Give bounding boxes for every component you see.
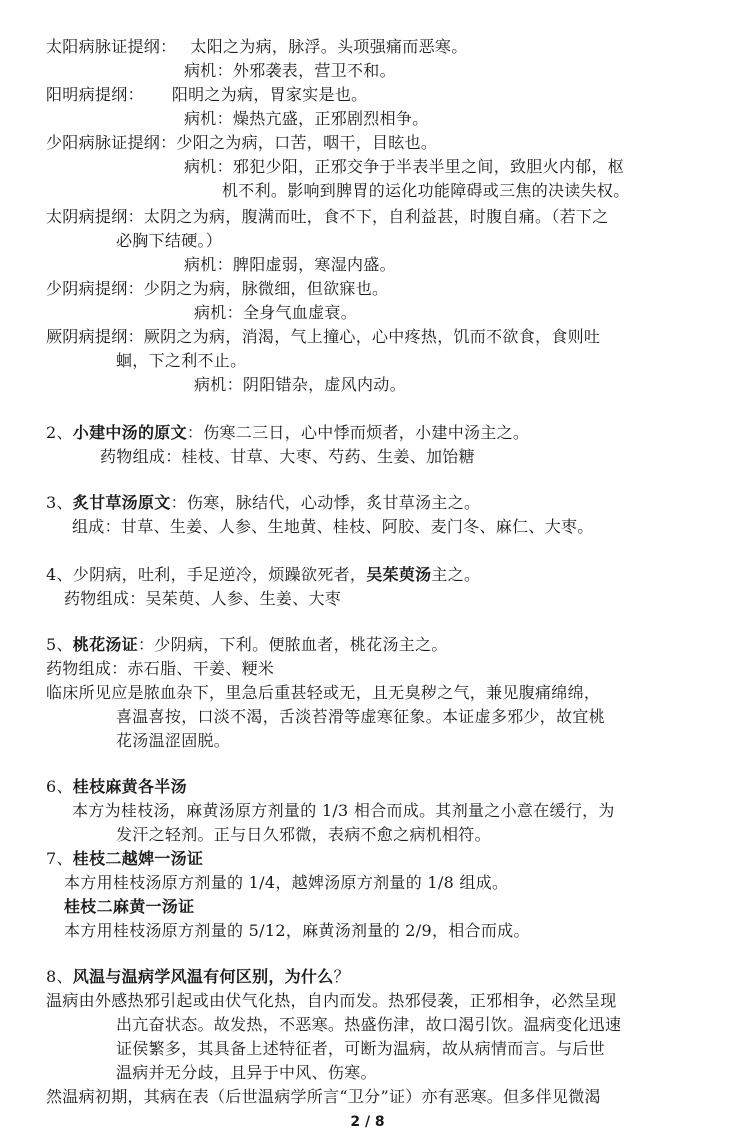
section-5-clinical-2: 喜温喜按，口淡不渴，舌淡苔滑等虚寒征象。本证虚多邪少，故宜桃 xyxy=(116,707,606,726)
shaoyin-outline: 少阴病提纲：少阴之为病，脉微细，但欲寐也。 xyxy=(46,279,389,298)
section-8-text-4: 温病并无分歧，且异于中风、伤寒。 xyxy=(116,1063,377,1082)
section-8-question-mark: ？ xyxy=(333,967,350,986)
section-4-bold-formula: 吴茱萸汤 xyxy=(366,565,432,584)
section-2-title: 小建中汤的原文 xyxy=(72,423,187,442)
jueyin-outline-2: 蛔，下之利不止。 xyxy=(116,351,247,370)
section-8-text-2: 出亢奋状态。故发热，不恶寒。热盛伤津，故口渴引饮。温病变化迅速 xyxy=(116,1015,622,1034)
shaoyang-label: 少阳病脉证提纲： xyxy=(46,133,177,152)
taiyang-text: 太阳之为病，脉浮。头项强痛而恶寒。 xyxy=(190,37,468,56)
section-3-composition: 组成：甘草、生姜、人参、生地黄、桂枝、阿胶、麦门冬、麻仁、大枣。 xyxy=(72,517,594,536)
section-5-text: ：少阴病，下利。便脓血者，桃花汤主之。 xyxy=(137,635,448,654)
taiyin-outline-2: 必胸下结硬。） xyxy=(116,231,223,250)
shaoyang-text: 少阳之为病，口苦，咽干，目眩也。 xyxy=(176,133,438,152)
section-6-text-2: 发汗之轻剂。正与日久邪微，表病不愈之病机相符。 xyxy=(116,825,491,844)
section-6-title: 桂枝麻黄各半汤 xyxy=(72,777,187,796)
section-3-text: ：伤寒，脉结代，心动悸，炙甘草汤主之。 xyxy=(170,493,481,512)
taiyin-mechanism: 病机：脾阳虚弱，寒湿内盛。 xyxy=(184,255,396,274)
taiyin-outline-1: 太阴病提纲：太阴之为病，腹满而吐，食不下，自利益甚，时腹自痛。（若下之 xyxy=(46,207,609,226)
section-3-number: 3、 xyxy=(46,493,73,512)
section-4-text: 4、少阴病，吐利，手足逆冷，烦躁欲死者， xyxy=(46,565,367,584)
section-2-heading xyxy=(46,422,529,444)
yangming-mechanism: 病机：燥热亢盛，正邪剧烈相争。 xyxy=(184,109,429,128)
shaoyin-mechanism: 病机：全身气血虚衰。 xyxy=(194,303,358,322)
yangming-outline xyxy=(46,84,367,106)
section-8-text-5: 然温病初期，其病在表（后世温病学所言“卫分”证）亦有恶寒。但多伴见微渴 xyxy=(46,1087,601,1106)
section-8-title: 风温与温病学风温有何区别，为什么 xyxy=(72,967,334,986)
section-7-heading xyxy=(46,848,203,870)
section-4-text-end: 主之。 xyxy=(431,565,481,584)
section-6-number: 6、 xyxy=(46,777,73,796)
section-5-title: 桃花汤证 xyxy=(72,635,138,654)
section-7-subtitle: 桂枝二麻黄一汤证 xyxy=(64,897,195,916)
section-3-title: 炙甘草汤原文 xyxy=(72,493,171,512)
section-5-clinical-1: 临床所见应是脓血杂下，里急后重甚轻或无，且无臭秽之气，兼见腹痛绵绵， xyxy=(46,683,601,702)
section-8-text-3: 证侯繁多，其具备上述特征者，可断为温病，故从病情而言。与后世 xyxy=(116,1039,606,1058)
yangming-label: 阳明病提纲： xyxy=(46,85,144,104)
section-5-composition: 药物组成：赤石脂、干姜、粳米 xyxy=(46,659,275,678)
section-7-text-2: 本方用桂枝汤原方剂量的 5/12，麻黄汤剂量的 2/9，相合而成。 xyxy=(64,921,530,940)
section-5-heading xyxy=(46,634,448,656)
taiyang-outline xyxy=(46,36,468,58)
yangming-text: 阳明之为病，胃家实是也。 xyxy=(171,85,368,104)
taiyang-label: 太阳病脉证提纲： xyxy=(46,37,177,56)
page-number: 2 / 8 xyxy=(350,1114,385,1130)
jueyin-outline-1: 厥阴病提纲：厥阴之为病，消渴，气上撞心，心中疼热，饥而不欲食，食则吐 xyxy=(46,327,601,346)
section-5-clinical-3: 花汤温涩固脱。 xyxy=(116,731,231,750)
section-3-heading xyxy=(46,492,480,514)
section-6-heading xyxy=(46,776,187,798)
shaoyang-outline xyxy=(46,132,437,154)
section-8-number: 8、 xyxy=(46,967,73,986)
section-4-composition: 药物组成：吴茱萸、人参、生姜、大枣 xyxy=(64,589,342,608)
section-2-number: 2、 xyxy=(46,423,73,442)
jueyin-mechanism: 病机：阴阳错杂，虚风内动。 xyxy=(194,375,406,394)
section-7-title: 桂枝二越婢一汤证 xyxy=(72,849,204,868)
section-6-text-1: 本方为桂枝汤，麻黄汤原方剂量的 1/3 相合而成。其剂量之小意在缓行，为 xyxy=(72,801,615,820)
shaoyang-mechanism-1: 病机：邪犯少阳，正邪交争于半表半里之间，致胆火内郁，枢 xyxy=(184,157,625,176)
section-7-number: 7、 xyxy=(46,849,73,868)
section-4-heading xyxy=(46,564,480,586)
section-5-number: 5、 xyxy=(46,635,73,654)
shaoyang-mechanism-2: 机不利。影响到脾胃的运化功能障碍或三焦的决读失权。 xyxy=(222,181,630,200)
section-2-composition: 药物组成：桂枝、甘草、大枣、芍药、生姜、加饴糖 xyxy=(100,447,475,466)
section-7-text-1: 本方用桂枝汤原方剂量的 1/4，越婢汤原方剂量的 1/8 组成。 xyxy=(64,873,509,892)
taiyang-mechanism: 病机：外邪袭表，营卫不和。 xyxy=(184,61,396,80)
section-8-heading xyxy=(46,966,350,988)
section-8-text-1: 温病由外感热邪引起或由伏气化热，自内而发。热邪侵袭，正邪相争，必然呈现 xyxy=(46,991,617,1010)
section-2-text: ：伤寒二三日，心中悸而烦者，小建中汤主之。 xyxy=(186,423,530,442)
